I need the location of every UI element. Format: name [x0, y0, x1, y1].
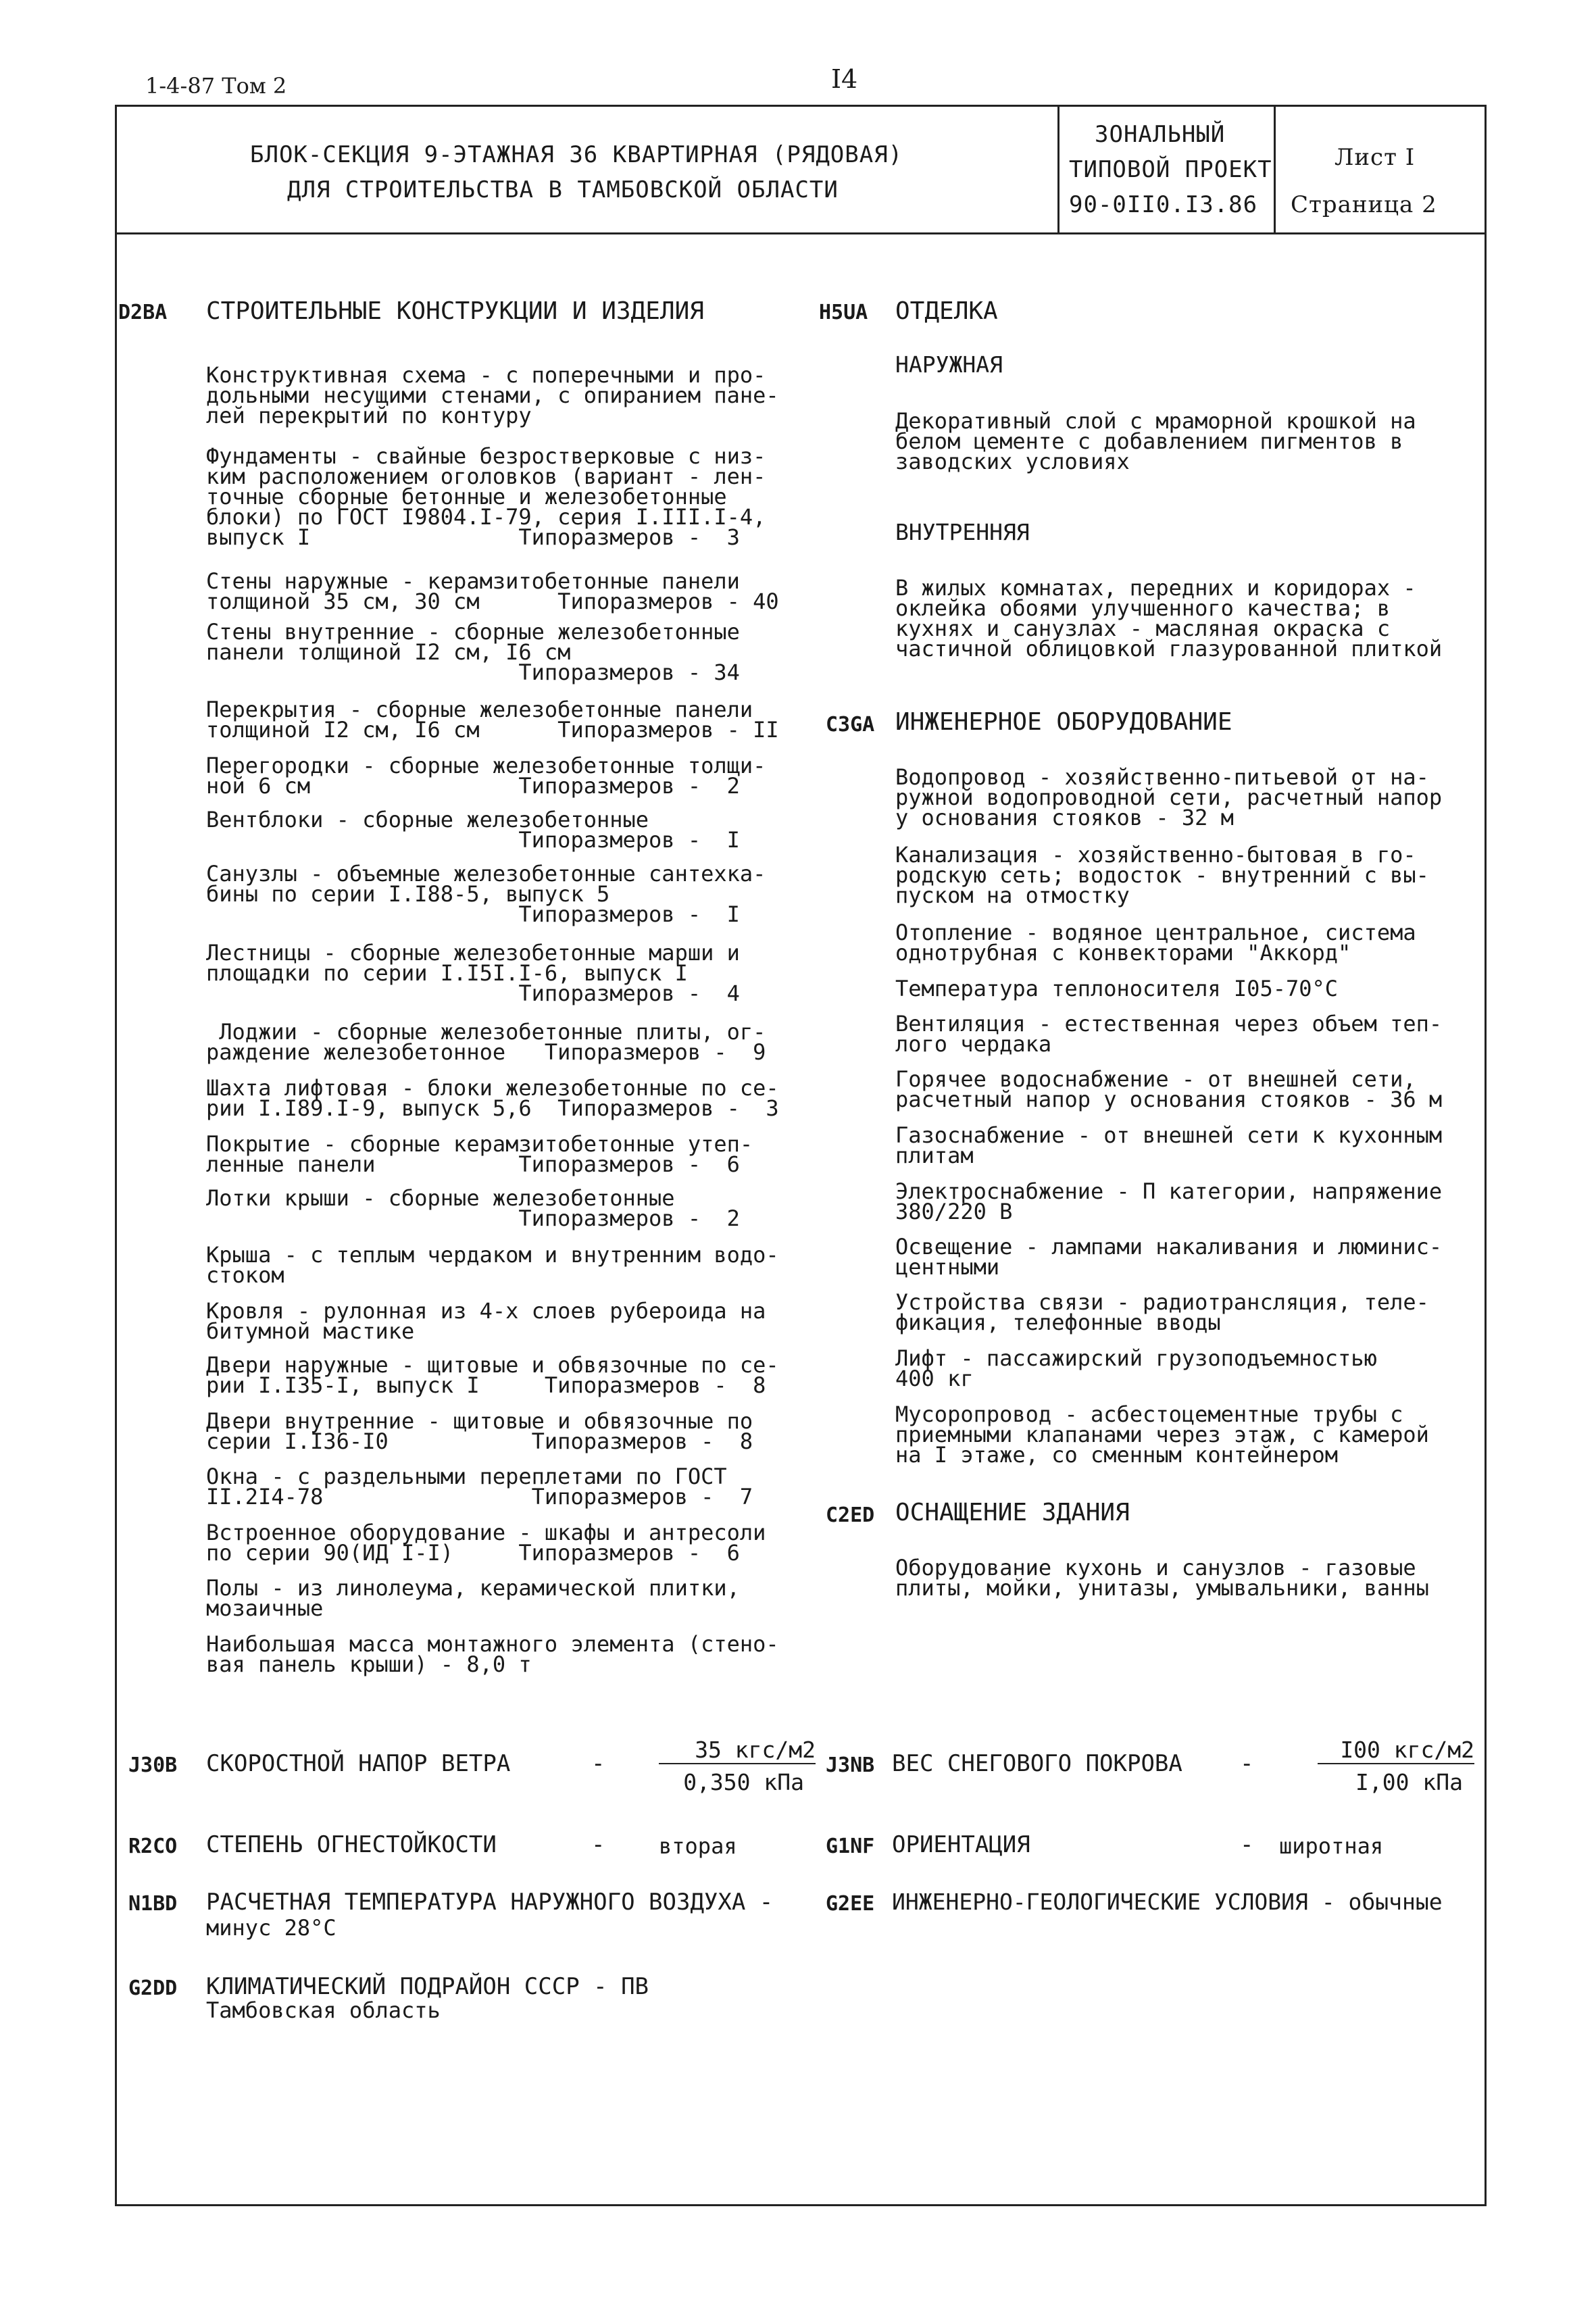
orientation-label: ОРИЕНТАЦИЯ — [892, 1831, 1030, 1858]
temperature-code: N1BD — [128, 1892, 178, 1916]
list-item: Перегородки - сборные железобетонные толщи- ной 6 см Типоразмеров - 2 — [206, 753, 766, 799]
list-item: Вентблоки - сборные железобетонные Типоразмеров - I — [206, 807, 740, 853]
list-item: Водопровод - хозяйственно-питьевой от на- ружной водопроводной сети, расчетный напор у основания стояков - 32 м — [895, 764, 1443, 830]
list-item: Вентиляция - естественная через объем теп- лого чердака — [895, 1011, 1443, 1057]
list-item: Перекрытия - сборные железобетонные панели толщиной I2 см, I6 см Типоразмеров - II — [206, 697, 779, 743]
list-item: Фундаменты - свайные безростверковые с низ- ким расположением оголовков (вариант - лен- точные сборные бетонные и железобетонные блоки) по ГОСТ I9804.I-79, серия I.III.I-4, выпуск I Типоразмеров - 3 — [206, 443, 766, 550]
list-item: Канализация - хозяйственно-бытовая в го- родскую сеть; водосток - внутренний с вы- пуском на отмостку — [895, 842, 1429, 908]
exterior-finish-text: Декоративный слой с мраморной крошкой на белом цементе с добавлением пигментов в заводских условиях — [895, 408, 1416, 474]
list-item: Кровля - рулонная из 4-х слоев рубероида на битумной мастике — [206, 1298, 766, 1344]
fire-code: R2CO — [128, 1835, 178, 1858]
list-item: Наибольшая масса монтажного элемента (стено- вая панель крыши) - 8,0 т — [206, 1631, 779, 1677]
wind-value-kgf: 35 кгс/м2 — [659, 1737, 816, 1764]
sheet-label: Лист I — [1335, 144, 1416, 171]
list-item: Лоджии - сборные железобетонные плиты, ог- раждение железобетонное Типоразмеров - 9 — [206, 1019, 766, 1065]
list-item: Стены внутренние - сборные железобетонные панели толщиной I2 см, I6 см Типоразмеров - 34 — [206, 619, 740, 685]
list-item: Окна - с раздельными переплетами по ГОСТ II.2I4-78 Типоразмеров - 7 — [206, 1464, 753, 1510]
list-item: Двери наружные - щитовые и обвязочные по се- рии I.I35-I, выпуск I Типоразмеров - 8 — [206, 1352, 779, 1398]
document-title-line-1: БЛОК-СЕКЦИЯ 9-ЭТАЖНАЯ 36 КВАРТИРНАЯ (РЯДОВАЯ) — [250, 141, 903, 168]
section-code: D2BA — [118, 301, 168, 324]
equipment-text: Оборудование кухонь и санузлов - газовые плиты, мойки, унитазы, умывальники, ванны — [895, 1555, 1429, 1601]
fire-dash: - — [591, 1831, 605, 1858]
wind-label: СКОРОСТНОЙ НАПОР ВЕТРА — [206, 1750, 511, 1777]
project-number: 90-0II0.I3.86 — [1069, 191, 1258, 218]
list-item: Лифт - пассажирский грузоподъемностью 400 кг — [895, 1345, 1377, 1391]
list-item: Встроенное оборудование - шкафы и антресоли по серии 90(ИД I-I) Типоразмеров - 6 — [206, 1520, 766, 1566]
snow-code: J3NB — [826, 1753, 875, 1777]
document-reference: 1-4-87 Том 2 — [145, 73, 287, 99]
interior-finish-text: В жилых комнатах, передних и коридорах - оклейка обоями улучшенного качества; в кухнях и санузлах - масляная окраска с частичной облицовкой глазурованной плиткой — [895, 575, 1443, 662]
snow-dash: - — [1240, 1750, 1254, 1777]
equipment-section-title: ОСНАЩЕНИЕ ЗДАНИЯ — [895, 1499, 1130, 1526]
engineering-section-code: C3GA — [826, 713, 875, 737]
list-item: Полы - из линолеума, керамической плитки, мозаичные — [206, 1575, 740, 1621]
list-item: Покрытие - сборные керамзитобетонные утеп- ленные панели Типоразмеров - 6 — [206, 1131, 753, 1177]
climate-code: G2DD — [128, 1976, 178, 2000]
engineering-section-title: ИНЖЕНЕРНОЕ ОБОРУДОВАНИЕ — [895, 708, 1232, 736]
page-label: Страница 2 — [1291, 191, 1437, 218]
list-item: Шахта лифтовая - блоки железобетонные по се- рии I.I89.I-9, выпуск 5,6 Типоразмеров - 3 — [206, 1075, 779, 1121]
snow-value-kpa: I,00 кПа — [1355, 1769, 1463, 1795]
geology-label: ИНЖЕНЕРНО-ГЕОЛОГИЧЕСКИЕ УСЛОВИЯ - обычные — [892, 1889, 1443, 1915]
page-number: I4 — [831, 64, 858, 94]
snow-label: ВЕС СНЕГОВОГО ПОКРОВА — [892, 1750, 1182, 1777]
wind-value-kpa: 0,350 кПа — [683, 1769, 804, 1795]
finish-section-code: H5UA — [819, 301, 868, 324]
sheet-divider — [1274, 105, 1276, 234]
exterior-finish-heading: НАРУЖНАЯ — [895, 351, 1003, 378]
list-item: Санузлы - объемные железобетонные сантехка- бины по серии I.I88-5, выпуск 5 Типоразмеров - I — [206, 861, 766, 927]
orientation-code: G1NF — [826, 1835, 875, 1858]
fire-value: вторая — [659, 1833, 737, 1859]
temperature-label: РАСЧЕТНАЯ ТЕМПЕРАТУРА НАРУЖНОГО ВОЗДУХА - — [206, 1889, 774, 1916]
orientation-dash: - — [1240, 1831, 1254, 1858]
list-item: Электроснабжение - П категории, напряжение 380/220 В — [895, 1178, 1443, 1224]
section-title: СТРОИТЕЛЬНЫЕ КОНСТРУКЦИИ И ИЗДЕЛИЯ — [206, 297, 704, 325]
list-item: Лестницы - сборные железобетонные марши и площадки по серии I.I5I.I-6, выпуск I Типоразмеров - 4 — [206, 940, 740, 1006]
list-item: Освещение - лампами накаливания и люминис- центными — [895, 1234, 1443, 1280]
document-title-line-2: ДЛЯ СТРОИТЕЛЬСТВА В ТАМБОВСКОЙ ОБЛАСТИ — [287, 176, 839, 203]
interior-finish-heading: ВНУТРЕННЯЯ — [895, 519, 1030, 545]
list-item: Температура теплоносителя I05-70°C — [895, 976, 1339, 1001]
wind-dash: - — [591, 1750, 605, 1777]
list-item: Стены наружные - керамзитобетонные панели толщиной 35 см, 30 см Типоразмеров - 40 — [206, 568, 779, 614]
list-item: Лотки крыши - сборные железобетонные Типоразмеров - 2 — [206, 1185, 740, 1231]
climate-region: Тамбовская область — [206, 1997, 441, 2023]
list-item: Устройства связи - радиотрансляция, теле- фикация, телефонные вводы — [895, 1289, 1429, 1335]
finish-section-title: ОТДЕЛКА — [895, 297, 998, 325]
climate-label: КЛИМАТИЧЕСКИЙ ПОДРАЙОН СССР - ПВ — [206, 1973, 649, 2000]
title-divider — [1057, 105, 1059, 234]
project-type-line-2: ТИПОВОЙ ПРОЕКТ — [1069, 156, 1272, 183]
wind-code: J30B — [128, 1753, 178, 1777]
snow-value-kgf: I00 кгс/м2 — [1318, 1737, 1474, 1764]
list-item: Газоснабжение - от внешней сети к кухонным плитам — [895, 1122, 1443, 1168]
project-type-line-1: ЗОНАЛЬНЫЙ — [1095, 121, 1226, 148]
list-item: Крыша - с теплым чердаком и внутренним водо- стоком — [206, 1242, 779, 1288]
orientation-value: широтная — [1279, 1833, 1384, 1859]
list-item: Конструктивная схема - с поперечными и про- дольными несущими стенами, с опиранием пане- лей перекрытий по контуру — [206, 362, 779, 428]
list-item: Отопление - водяное центральное, система однотрубная с конвекторами "Аккорд" — [895, 920, 1416, 966]
list-item: Двери внутренние - щитовые и обвязочные по серии I.I36-I0 Типоразмеров - 8 — [206, 1408, 753, 1454]
equipment-section-code: C2ED — [826, 1503, 875, 1527]
geology-code: G2EE — [826, 1892, 875, 1916]
fire-label: СТЕПЕНЬ ОГНЕСТОЙКОСТИ — [206, 1831, 497, 1858]
list-item: Горячее водоснабжение - от внешней сети, расчетный напор у основания стояков - 36 м — [895, 1066, 1443, 1112]
title-block — [115, 105, 1487, 234]
temperature-value: минус 28°C — [206, 1915, 336, 1941]
list-item: Мусоропровод - асбестоцементные трубы с приемными клапанами через этаж, с камерой на I этаже, со сменным контейнером — [895, 1401, 1429, 1468]
